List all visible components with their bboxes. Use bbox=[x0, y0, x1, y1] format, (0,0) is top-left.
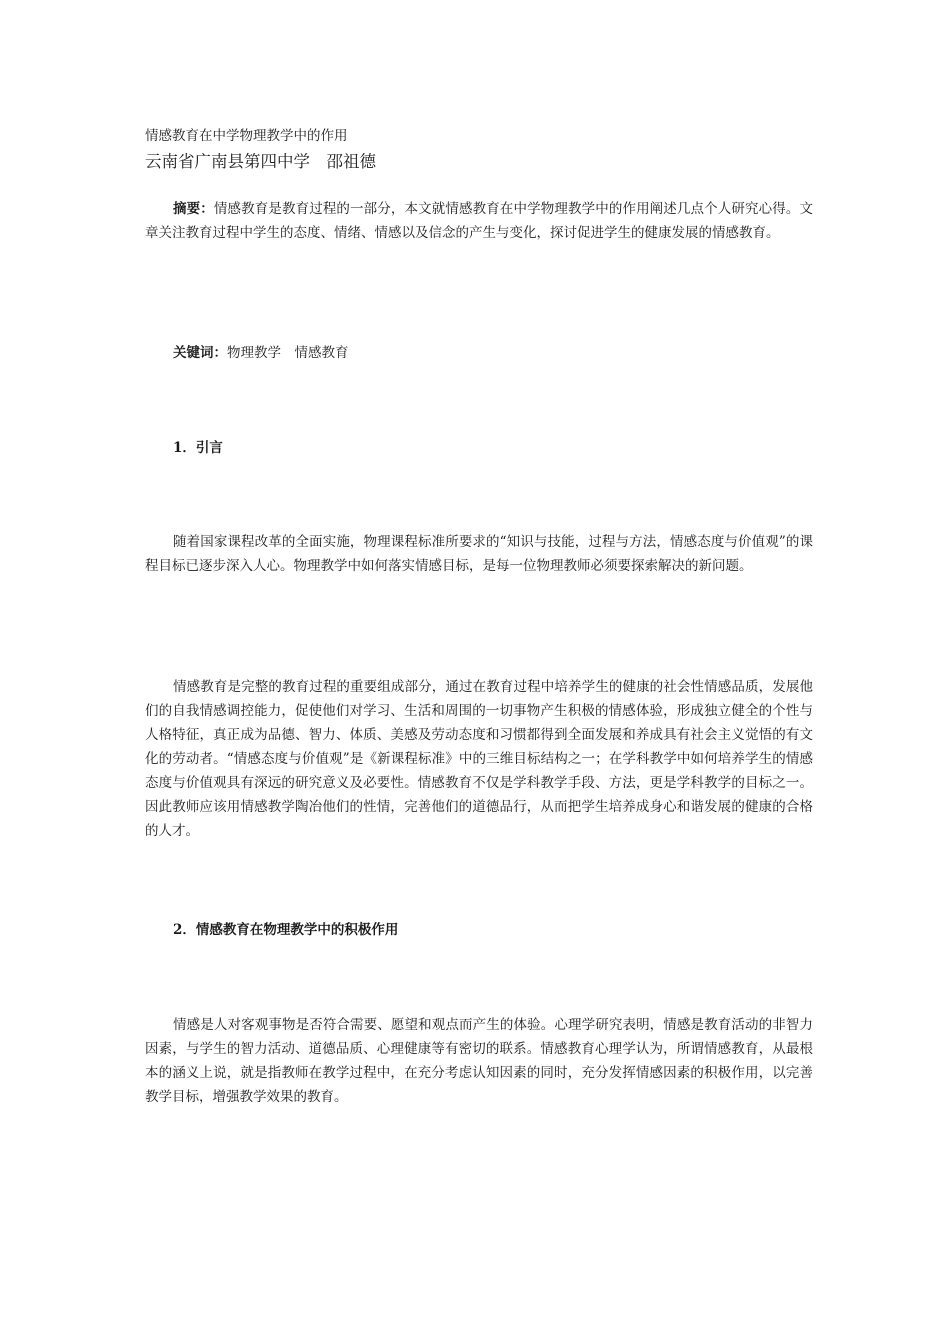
keywords-line bbox=[173, 342, 349, 364]
author-line: 云南省广南县第四中学 邵祖德 bbox=[145, 152, 376, 171]
section-heading-positive-role: 2．情感教育在物理教学中的积极作用 bbox=[173, 922, 399, 938]
section2-paragraph-1: 情感是人对客观事物是否符合需要、愿望和观点而产生的体验。心理学研究表明，情感是教育活动的非智力因素，与学生的智力活动、道德品质、心理健康等有密切的联系。情感教育心理学认为，所谓情感教育，从最根本的涵义上说，就是指教师在教学过程中，在充分考虑认知因素的同时，充分发挥情感因素的积极作用，以完善教学目标，增强教学效果的教育。 bbox=[145, 1017, 813, 1105]
keywords-label: 关键词： bbox=[173, 345, 227, 361]
document-title: 情感教育在中学物理教学中的作用 bbox=[145, 128, 348, 144]
abstract-text: 情感教育是教育过程的一部分，本文就情感教育在中学物理教学中的作用阐述几点个人研究心得。文章关注教育过程中学生的态度、情绪、情感以及信念的产生与变化，探讨促进学生的健康发展的情感教育。 bbox=[145, 201, 813, 241]
section-heading-introduction: 1．引言 bbox=[173, 440, 223, 456]
abstract-label: 摘要： bbox=[173, 201, 214, 217]
intro-paragraph-2: 情感教育是完整的教育过程的重要组成部分，通过在教育过程中培养学生的健康的社会性情感品质，发展他们的自我情感调控能力，促使他们对学习、生活和周围的一切事物产生积极的情感体验，形成独立健全的个性与人格特征，真正成为品德、智力、体质、美感及劳动态度和习惯都得到全面发展和养成具有社会主义觉悟的有文化的劳动者。“情感态度与价值观”是《新课程标准》中的三维目标结构之一；在学科教学中如何培养学生的情感态度与价值观具有深远的研究意义及必要性。情感教育不仅是学科教学手段、方法，更是学科教学的目标之一。因此教师应该用情感教学陶冶他们的性情，完善他们的道德品行，从而把学生培养成身心和谐发展的健康的合格的人才。 bbox=[145, 679, 813, 839]
keywords-text: 物理教学 情感教育 bbox=[227, 345, 349, 361]
abstract-paragraph bbox=[145, 197, 813, 245]
intro-paragraph-1: 随着国家课程改革的全面实施，物理课程标准所要求的“知识与技能，过程与方法，情感态度与价值观”的课程目标已逐步深入人心。物理教学中如何落实情感目标，是每一位物理教师必须要探索解决的新问题。 bbox=[145, 534, 813, 574]
